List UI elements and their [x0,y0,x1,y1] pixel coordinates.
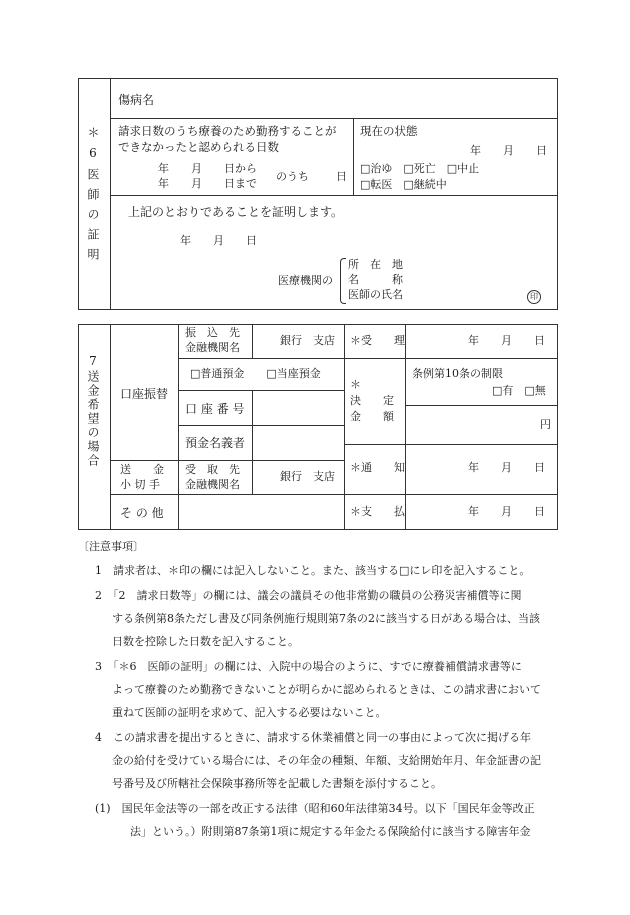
note-5a: (1) 国民年金法等の一部を改正する法律（昭和60年法律第34号。以下「国民年金等改正 [95,802,535,815]
receiver-label-1: 受 取 先 [185,463,240,476]
deposit-types: □普通預金 □当座預金 [190,367,321,380]
address-label: 所 在 地 [348,258,403,271]
status-label: 現在の状態 [360,124,418,138]
divider [110,460,344,461]
divider [405,324,406,530]
divider [178,390,344,391]
other-label: そ の 他 [120,506,164,520]
institution-label: 医療機関の [278,274,333,287]
divider [353,118,354,195]
account-transfer-label: 口座振替 [120,387,169,401]
note-3b: よって療養のため勤務できないことが明らかに認められるときは、この請求書において [112,683,541,696]
divider [344,324,345,530]
accept-label: ＊受 理 [350,334,405,347]
note-2b: する条例第8条ただし書及び同条例施行規則第7条の2に該当する日がある場合は、当該 [112,612,540,625]
note-4a: 4 この請求書を提出するときに、請求する休業補償と同一の事由によって次に掲げる年 [95,731,531,744]
days-label-1: 請求日数のうち療養のため勤務することが [118,124,337,138]
divider [178,425,344,426]
note-2c: 日数を控除した日数を記入すること。 [112,635,299,648]
seal-mark: 印 [527,290,541,304]
divider [344,494,558,495]
notice-label: ＊通 知 [350,461,405,474]
days-label-2: できなかったと認められる日数 [118,140,279,154]
note-1: 1 請求者は、＊印の欄には記入しないこと。また、該当する□にレ印を記入すること。 [95,564,531,577]
note-2a: 2 「2 請求日数等」の欄には、議会の議員その他非常勤の職員の公務災害補償等に関 [95,589,522,602]
divider [178,358,344,359]
certification-text: 上記のとおりであることを証明します。 [128,205,344,219]
of-which-label: のうち [276,170,309,183]
amount-label: 金 額 [350,410,394,423]
divider [110,324,111,530]
divider [405,405,558,406]
check-label-2: 小 切 手 [120,478,160,491]
doctor-section-label: ＊6医師の証明 [86,126,100,268]
note-4c: 号番号及び所轄社会保険事務所等を記載した書類を添付すること。 [112,777,442,790]
receiver-label-2: 金融機関名 [185,478,240,491]
payment-label: ＊支 払 [350,505,405,518]
note-3c: 重ねて医師の証明を求めて、記入する必要はないこと。 [112,706,387,719]
institution-name-label: 名 称 [348,273,403,286]
doctor-name-label: 医師の氏名 [348,288,403,301]
note-4b: 金の給付を受けている場合には、その年金の種類、年額、支給開始年月、年金証書の記 [112,754,541,767]
notes-heading: 〔注意事項〕 [78,540,144,553]
status-date: 年 月 日 [470,144,547,157]
decision-label: 決 定 [350,394,394,407]
account-holder-label: 預金名義者 [185,436,246,450]
divider [344,358,558,359]
divider [252,460,253,494]
to-line: 年 月 日まで [158,177,257,190]
note-5b: 法」という。）附則第87条第1項に規定する年金たる保険給付に該当する障害年金 [130,825,531,838]
status-options-1: □治ゆ □死亡 □中止 [360,162,480,175]
bank-branch: 銀行 支店 [280,334,335,347]
divider [252,324,253,358]
receiver-branch: 銀行 支店 [280,470,335,483]
bank-label-1: 振 込 先 [185,326,240,339]
limit-options: □有 □無 [492,384,546,397]
divider [110,78,111,310]
bank-label-2: 金融機関名 [185,341,240,354]
divider [110,494,344,495]
yen-unit: 円 [540,418,551,431]
payment-date: 年 月 日 [468,505,545,518]
bracket [340,258,346,304]
limit-label: 条例第10条の制限 [412,367,503,380]
account-number-label: 口 座 番 号 [185,402,245,416]
disease-name-label: 傷病名 [118,93,155,107]
note-3a: 3 「＊6 医師の証明」の欄には、入院中の場合のように、すでに療養補償請求書等に [95,660,522,673]
accept-date: 年 月 日 [468,334,545,347]
day-unit: 日 [336,170,347,183]
divider [178,324,179,530]
certification-date: 年 月 日 [180,234,257,247]
decision-mark: ＊ [350,378,361,391]
from-line: 年 月 日から [158,162,257,175]
notice-date: 年 月 日 [468,461,545,474]
remittance-table [78,324,558,530]
check-label-1: 送 金 [120,463,164,476]
remit-section-label: 7送金希望の場合 [86,354,100,468]
divider [110,195,558,196]
divider [110,118,558,119]
divider [344,444,558,445]
status-options-2: □転医 □継続中 [360,178,447,191]
